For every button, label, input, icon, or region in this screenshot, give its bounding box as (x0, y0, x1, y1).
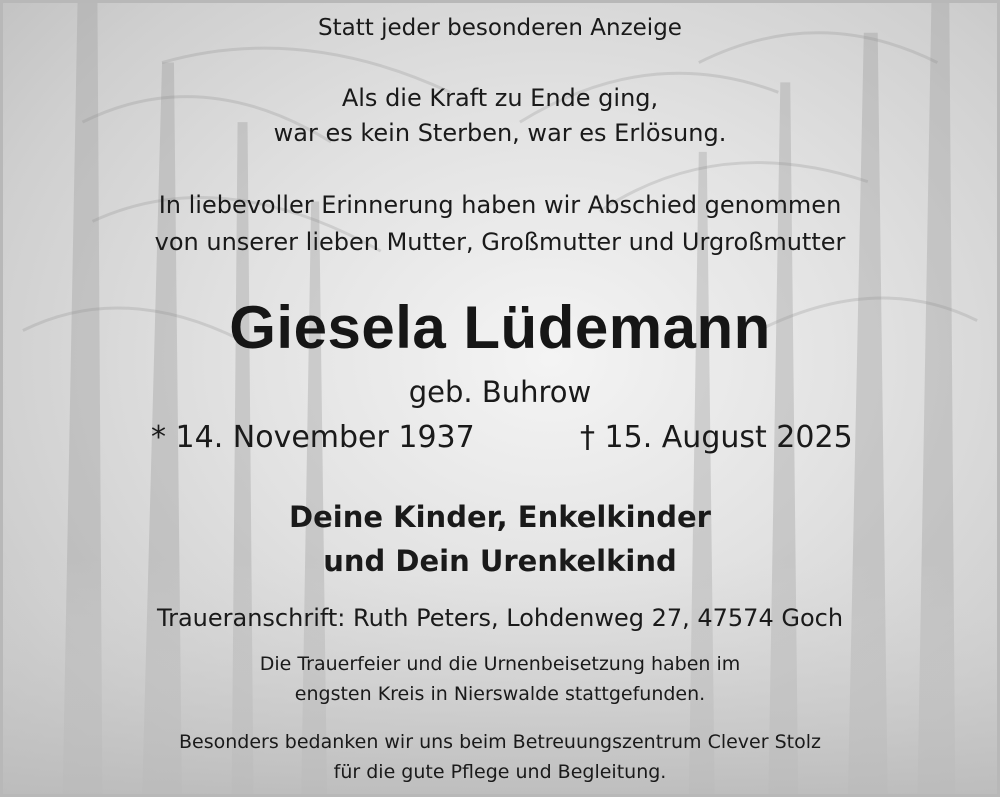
header-text: Statt jeder besonderen Anzeige (318, 15, 682, 41)
quote-line-2: war es kein Sterben, war es Erlösung. (273, 119, 727, 147)
deceased-name: Giesela Lüdemann (229, 294, 771, 361)
intro-line-2: von unserer lieben Mutter, Großmutter und Urgroßmutter (154, 228, 846, 256)
maiden-name: geb. Buhrow (408, 375, 592, 409)
notice-content (3, 3, 997, 794)
death-date: † 15. August 2025 (580, 420, 853, 455)
thanks-line-1: Besonders bedanken wir uns beim Betreuungszentrum Clever Stolz (179, 731, 821, 753)
family-line-1: Deine Kinder, Enkelkinder (289, 500, 711, 534)
quote-line-1: Als die Kraft zu Ende ging, (341, 84, 659, 112)
thanks-line-2: für die gute Pflege und Begleitung. (333, 761, 667, 783)
family-line-2: und Dein Urenkelkind (323, 544, 677, 578)
ceremony-line-1: Die Trauerfeier und die Urnenbeisetzung haben im (259, 653, 741, 675)
ceremony-line-2: engsten Kreis in Nierswalde stattgefunden. (294, 683, 706, 705)
birth-date: * 14. November 1937 (151, 420, 475, 455)
intro-line-1: In liebevoller Erinnerung haben wir Abschied genommen (158, 191, 842, 219)
mourning-address: Traueranschrift: Ruth Peters, Lohdenweg 27, 47574 Goch (156, 604, 844, 632)
